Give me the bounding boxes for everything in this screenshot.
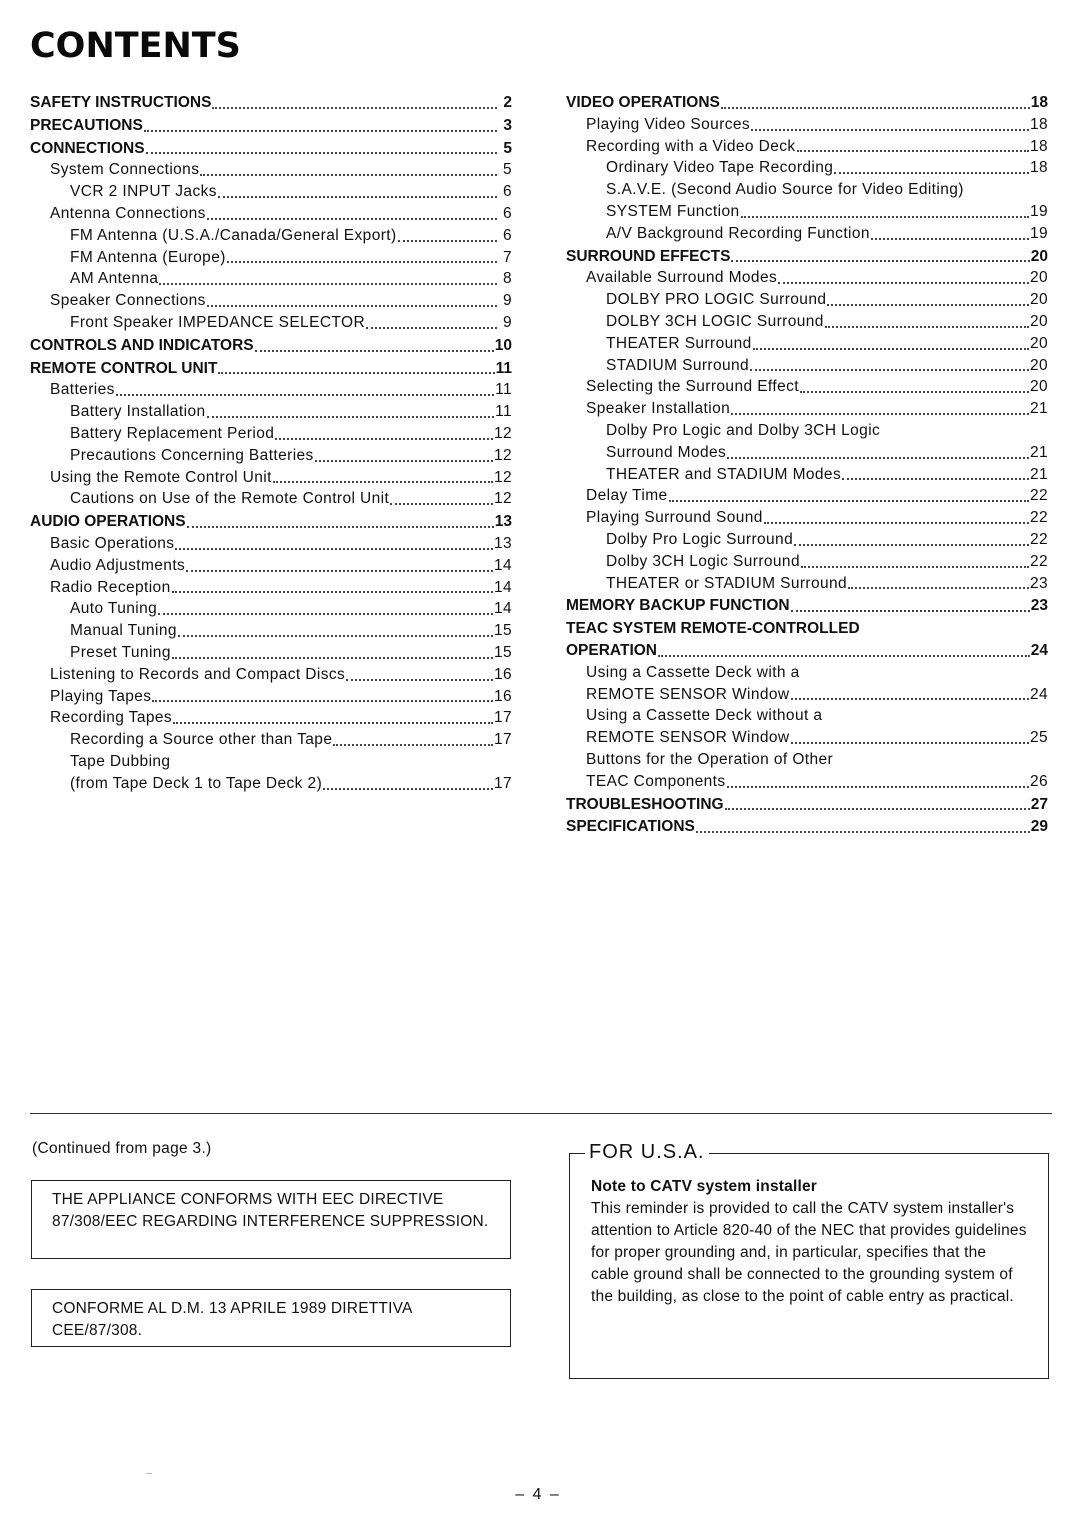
toc-dot-leader	[323, 788, 493, 790]
toc-dot-leader	[727, 786, 1029, 788]
toc-dot-leader	[172, 591, 493, 593]
toc-entry	[566, 398, 1048, 420]
toc-entry-title: Delay Time	[586, 487, 668, 505]
usa-notice-title: FOR U.S.A.	[585, 1141, 709, 1163]
toc-entry-title: Battery Replacement Period	[70, 424, 275, 442]
toc-entry-title: Antenna Connections	[50, 204, 206, 222]
toc-entry	[30, 203, 512, 225]
toc-entry	[30, 729, 512, 751]
toc-entry-page: 6	[502, 204, 512, 222]
toc-entry	[30, 92, 512, 114]
italy-notice-box	[31, 1289, 511, 1347]
toc-dot-leader	[315, 460, 493, 462]
toc-entry-title: TEAC Components	[586, 772, 726, 790]
toc-entry-title: FM Antenna (Europe)	[70, 248, 226, 266]
toc-entry-title: Using the Remote Control Unit	[50, 468, 272, 486]
toc-dot-leader	[764, 522, 1029, 524]
toc-entry-page: 9	[502, 292, 512, 310]
toc-entry-title: S.A.V.E. (Second Audio Source for Video Editing)	[606, 181, 964, 199]
toc-entry	[30, 115, 512, 137]
toc-entry	[30, 247, 512, 269]
toc-entry-title: Available Surround Modes	[586, 269, 778, 287]
toc-entry-title: DOLBY 3CH LOGIC Surround	[606, 312, 824, 330]
toc-entry	[30, 511, 512, 533]
eec-notice-box	[31, 1180, 511, 1259]
eec-notice-text: THE APPLIANCE CONFORMS WITH EEC DIRECTIVE 87/308/EEC REGARDING INTERFERENCE SUPPRESSION.	[52, 1191, 489, 1230]
toc-entry	[566, 573, 1048, 595]
toc-entry-page: 18	[1030, 94, 1048, 111]
toc-dot-leader	[834, 172, 1029, 174]
toc-dot-leader	[200, 174, 497, 176]
toc-dot-leader	[207, 416, 495, 418]
toc-entry-title: Recording Tapes	[50, 709, 173, 727]
toc-entry-title: Buttons for the Operation of Other	[586, 750, 834, 768]
toc-entry-title: AUDIO OPERATIONS	[30, 513, 186, 531]
toc-entry-title: PRECAUTIONS	[30, 116, 143, 134]
toc-entry-page: 5	[503, 139, 512, 157]
toc-entry-page: 29	[1030, 818, 1048, 836]
toc-entry	[566, 420, 1048, 442]
toc-entry-page: 10	[494, 336, 512, 354]
toc-entry-page: 20	[1029, 356, 1048, 374]
toc-entry-title: REMOTE SENSOR Window	[586, 729, 790, 747]
toc-entry	[566, 267, 1048, 289]
toc-dot-leader	[146, 152, 497, 154]
toc-entry-page: 19	[1029, 202, 1048, 220]
toc-entry-title: Surround Modes	[606, 443, 727, 461]
toc-entry-title: THEATER Surround	[606, 334, 752, 352]
toc-entry	[566, 333, 1048, 355]
toc-entry-title: REMOTE CONTROL UNIT	[30, 359, 218, 377]
toc-entry-title: SURROUND EFFECTS	[566, 247, 731, 265]
toc-entry-page: 24	[1030, 641, 1048, 659]
usa-notice-box	[569, 1141, 1049, 1379]
toc-entry-page: 12	[493, 490, 512, 508]
toc-dot-leader	[144, 130, 497, 132]
toc-entry	[30, 138, 512, 160]
toc-dot-leader	[173, 722, 493, 724]
toc-entry	[30, 335, 512, 357]
toc-entry-page: 21	[1029, 465, 1048, 483]
toc-entry-page: 14	[493, 578, 512, 596]
toc-entry-title: STADIUM Surround	[606, 356, 750, 374]
toc-entry-title: Listening to Records and Compact Discs	[50, 665, 346, 683]
toc-entry-title: System Connections	[50, 161, 200, 179]
toc-entry-title: REMOTE SENSOR Window	[586, 685, 790, 703]
toc-entry-page: 25	[1029, 729, 1048, 747]
toc-dot-leader	[116, 394, 494, 396]
toc-entry-title: Ordinary Video Tape Recording	[606, 159, 834, 177]
toc-entry	[566, 749, 1048, 771]
toc-dot-leader	[398, 240, 497, 242]
toc-dot-leader	[791, 742, 1029, 744]
toc-entry-title: Using a Cassette Deck without a	[586, 707, 823, 725]
toc-entry	[566, 223, 1048, 245]
toc-dot-leader	[152, 700, 493, 702]
toc-entry-title: Auto Tuning	[70, 600, 158, 618]
toc-dot-leader	[346, 679, 493, 681]
toc-entry-title: AM Antenna	[70, 270, 159, 288]
toc-entry	[30, 225, 512, 247]
toc-entry-title: Cautions on Use of the Remote Control Unit	[70, 490, 390, 508]
usa-notice-body: This reminder is provided to call the CATV system installer's attention to Article 820-40 of the NEC that provides guidelines for proper grounding and, in particular, specifies that the cable ground shall be connected to the grounding system of the building, as close to the point of cable entry as practical.	[591, 1200, 1027, 1305]
toc-entry	[566, 246, 1048, 268]
toc-entry-page: 15	[493, 622, 512, 640]
toc-entry-page: 6	[502, 226, 512, 244]
toc-entry-page: 12	[493, 446, 512, 464]
toc-entry	[30, 707, 512, 729]
toc-entry-page: 17	[493, 774, 512, 792]
toc-entry-title: Battery Installation	[70, 403, 206, 421]
toc-dot-leader	[333, 744, 493, 746]
toc-entry	[30, 290, 512, 312]
toc-entry	[566, 289, 1048, 311]
toc-entry-page: 20	[1029, 312, 1048, 330]
toc-dot-leader	[731, 413, 1029, 415]
toc-entry-page: 14	[493, 556, 512, 574]
toc-dot-leader	[800, 391, 1029, 393]
toc-entry-title: Precautions Concerning Batteries	[70, 446, 314, 464]
toc-dot-leader	[159, 283, 497, 285]
section-divider	[30, 1113, 1052, 1114]
toc-entry-title: Basic Operations	[50, 534, 175, 552]
toc-entry-page: 20	[1029, 378, 1048, 396]
toc-dot-leader	[725, 808, 1030, 810]
toc-entry	[30, 577, 512, 599]
toc-dot-leader	[753, 348, 1029, 350]
toc-entry	[566, 551, 1048, 573]
toc-dot-leader	[158, 613, 493, 615]
toc-entry-page: 2	[503, 94, 512, 111]
toc-entry-title: Recording a Source other than Tape	[70, 731, 333, 749]
toc-entry-title: Preset Tuning	[70, 643, 171, 661]
toc-dot-leader	[750, 369, 1029, 371]
toc-dot-leader	[390, 503, 493, 505]
toc-entry-title: THEATER or STADIUM Surround	[606, 574, 848, 592]
toc-dot-leader	[827, 304, 1029, 306]
toc-entry	[30, 268, 512, 290]
toc-entry-title: (from Tape Deck 1 to Tape Deck 2)	[70, 774, 323, 792]
toc-entry-page: 17	[493, 731, 512, 749]
toc-dot-leader	[871, 238, 1029, 240]
toc-entry-title: Selecting the Surround Effect	[586, 378, 799, 396]
toc-entry-title: SAFETY INSTRUCTIONS	[30, 94, 212, 111]
toc-entry	[30, 773, 512, 795]
toc-entry-title: OPERATION	[566, 641, 657, 659]
toc-entry-page: 5	[502, 161, 512, 179]
toc-entry	[30, 401, 512, 423]
toc-entry	[30, 312, 512, 334]
toc-entry-title: Batteries	[50, 381, 115, 399]
toc-entry	[566, 727, 1048, 749]
toc-entry-page: 17	[493, 709, 512, 727]
toc-entry-title: Playing Surround Sound	[586, 509, 763, 527]
toc-entry-title: Dolby Pro Logic and Dolby 3CH Logic	[606, 421, 881, 439]
toc-entry	[30, 358, 512, 380]
toc-entry-page: 20	[1029, 334, 1048, 352]
toc-entry	[30, 159, 512, 181]
toc-dot-leader	[207, 218, 497, 220]
toc-dot-leader	[791, 698, 1029, 700]
toc-entry-title: Dolby Pro Logic Surround	[606, 530, 794, 548]
toc-left-column	[30, 92, 512, 795]
toc-dot-leader	[751, 129, 1029, 131]
toc-entry-page: 20	[1030, 247, 1048, 265]
toc-entry-title: Audio Adjustments	[50, 556, 186, 574]
toc-entry-page: 22	[1029, 552, 1048, 570]
toc-dot-leader	[731, 260, 1029, 262]
toc-entry-title: TROUBLESHOOTING	[566, 795, 724, 813]
toc-entry	[30, 642, 512, 664]
toc-entry	[566, 816, 1048, 838]
toc-dot-leader	[227, 261, 497, 263]
toc-dot-leader	[273, 481, 493, 483]
toc-entry-title: SPECIFICATIONS	[566, 818, 695, 836]
toc-dot-leader	[255, 350, 494, 352]
toc-entry-page: 22	[1029, 530, 1048, 548]
toc-dot-leader	[669, 500, 1029, 502]
toc-entry-page: 16	[493, 687, 512, 705]
toc-entry	[566, 201, 1048, 223]
toc-entry-title: THEATER and STADIUM Modes	[606, 465, 842, 483]
toc-entry-page: 21	[1029, 443, 1048, 461]
toc-entry	[566, 705, 1048, 727]
toc-entry-page: 12	[493, 424, 512, 442]
toc-entry-page: 11	[495, 403, 512, 421]
toc-dot-leader	[842, 478, 1029, 480]
toc-entry	[566, 355, 1048, 377]
toc-entry	[566, 684, 1048, 706]
toc-dot-leader	[778, 282, 1029, 284]
toc-dot-leader	[172, 657, 493, 659]
toc-entry-page: 23	[1030, 597, 1048, 615]
toc-entry	[30, 751, 512, 773]
toc-dot-leader	[218, 372, 494, 374]
toc-dot-leader	[366, 327, 497, 329]
toc-entry	[30, 379, 512, 401]
toc-entry	[566, 464, 1048, 486]
usa-notice-heading: Note to CATV system installer	[591, 1178, 818, 1195]
toc-entry	[566, 618, 1048, 640]
toc-entry-page: 14	[493, 600, 512, 618]
toc-entry-page: 3	[503, 116, 512, 134]
toc-entry-title: Front Speaker IMPEDANCE SELECTOR	[70, 313, 366, 331]
toc-entry	[566, 179, 1048, 201]
page-title: CONTENTS	[30, 26, 241, 66]
toc-entry	[30, 598, 512, 620]
toc-right-column	[566, 92, 1048, 838]
toc-entry	[30, 445, 512, 467]
continued-note: (Continued from page 3.)	[32, 1140, 212, 1157]
toc-entry-title: VIDEO OPERATIONS	[566, 94, 720, 111]
toc-entry	[566, 114, 1048, 136]
toc-dot-leader	[175, 548, 493, 550]
toc-entry-title: DOLBY PRO LOGIC Surround	[606, 291, 827, 309]
toc-entry-title: CONTROLS AND INDICATORS	[30, 336, 254, 354]
toc-entry-page: 18	[1029, 159, 1048, 177]
toc-entry	[566, 507, 1048, 529]
toc-entry-page: 21	[1029, 400, 1048, 418]
toc-entry-title: SYSTEM Function	[606, 202, 740, 220]
toc-entry-title: Speaker Connections	[50, 292, 206, 310]
toc-dot-leader	[218, 196, 497, 198]
toc-entry	[30, 423, 512, 445]
toc-dot-leader	[207, 305, 497, 307]
toc-entry	[566, 311, 1048, 333]
toc-entry-title: MEMORY BACKUP FUNCTION	[566, 597, 790, 615]
toc-entry-page: 27	[1030, 795, 1048, 813]
toc-entry-page: 22	[1029, 509, 1048, 527]
toc-dot-leader	[186, 570, 493, 572]
toc-entry-page: 13	[494, 513, 512, 531]
toc-entry	[30, 467, 512, 489]
toc-entry-page: 15	[493, 643, 512, 661]
toc-entry-title: Speaker Installation	[586, 400, 731, 418]
italy-notice-text: CONFORME AL D.M. 13 APRILE 1989 DIRETTIVA CEE/87/308.	[52, 1300, 412, 1339]
toc-entry	[30, 686, 512, 708]
toc-entry-title: Tape Dubbing	[70, 752, 171, 770]
toc-entry	[566, 136, 1048, 158]
toc-entry-page: 19	[1029, 224, 1048, 242]
toc-dot-leader	[797, 150, 1029, 152]
scan-artifact	[146, 1473, 152, 1474]
toc-dot-leader	[187, 526, 494, 528]
toc-entry-page: 26	[1029, 772, 1048, 790]
toc-dot-leader	[801, 566, 1029, 568]
toc-dot-leader	[741, 216, 1029, 218]
toc-dot-leader	[825, 326, 1029, 328]
toc-entry-page: 18	[1029, 137, 1048, 155]
toc-entry-page: 20	[1029, 269, 1048, 287]
toc-entry-page: 23	[1029, 574, 1048, 592]
toc-entry	[30, 555, 512, 577]
toc-entry-page: 11	[495, 359, 512, 377]
toc-entry	[30, 533, 512, 555]
toc-entry-page: 18	[1029, 115, 1048, 133]
toc-entry-page: 11	[495, 381, 512, 399]
toc-entry-title: A/V Background Recording Function	[606, 224, 870, 242]
toc-dot-leader	[178, 635, 493, 637]
toc-entry-title: Dolby 3CH Logic Surround	[606, 552, 800, 570]
toc-entry	[566, 529, 1048, 551]
toc-entry-page: 9	[502, 313, 512, 331]
toc-dot-leader	[696, 831, 1030, 833]
toc-entry	[30, 181, 512, 203]
toc-dot-leader	[658, 655, 1030, 657]
toc-entry-title: Playing Video Sources	[586, 115, 751, 133]
toc-dot-leader	[848, 587, 1029, 589]
toc-entry-page: 22	[1029, 487, 1048, 505]
toc-entry-title: Manual Tuning	[70, 622, 177, 640]
toc-entry	[30, 664, 512, 686]
toc-dot-leader	[721, 107, 1030, 109]
toc-dot-leader	[791, 610, 1030, 612]
toc-entry	[566, 376, 1048, 398]
toc-entry	[566, 485, 1048, 507]
toc-entry-title: Recording with a Video Deck	[586, 137, 796, 155]
toc-entry	[566, 595, 1048, 617]
toc-entry-title: Radio Reception	[50, 578, 171, 596]
toc-entry	[566, 794, 1048, 816]
toc-entry-title: Using a Cassette Deck with a	[586, 663, 800, 681]
toc-entry	[30, 488, 512, 510]
toc-dot-leader	[275, 438, 493, 440]
toc-entry-title: CONNECTIONS	[30, 139, 145, 157]
toc-dot-leader	[727, 457, 1029, 459]
toc-entry-page: 12	[493, 468, 512, 486]
page-number: – 4 –	[515, 1486, 561, 1503]
toc-entry-page: 20	[1029, 291, 1048, 309]
toc-entry-page: 24	[1029, 685, 1048, 703]
toc-entry	[30, 620, 512, 642]
toc-entry-title: TEAC SYSTEM REMOTE-CONTROLLED	[566, 620, 860, 638]
toc-entry-title: VCR 2 INPUT Jacks	[70, 183, 217, 201]
toc-entry-title: Playing Tapes	[50, 687, 152, 705]
toc-entry-page: 7	[502, 248, 512, 266]
toc-entry	[566, 640, 1048, 662]
toc-entry	[566, 662, 1048, 684]
toc-entry	[566, 92, 1048, 114]
toc-dot-leader	[212, 107, 497, 109]
toc-entry	[566, 442, 1048, 464]
toc-entry-page: 13	[493, 534, 512, 552]
toc-entry	[566, 157, 1048, 179]
toc-entry-page: 8	[502, 270, 512, 288]
toc-entry	[566, 771, 1048, 793]
toc-entry-page: 6	[502, 183, 512, 201]
toc-entry-title: FM Antenna (U.S.A./Canada/General Export)	[70, 226, 397, 244]
toc-dot-leader	[794, 544, 1029, 546]
toc-entry-page: 16	[493, 665, 512, 683]
